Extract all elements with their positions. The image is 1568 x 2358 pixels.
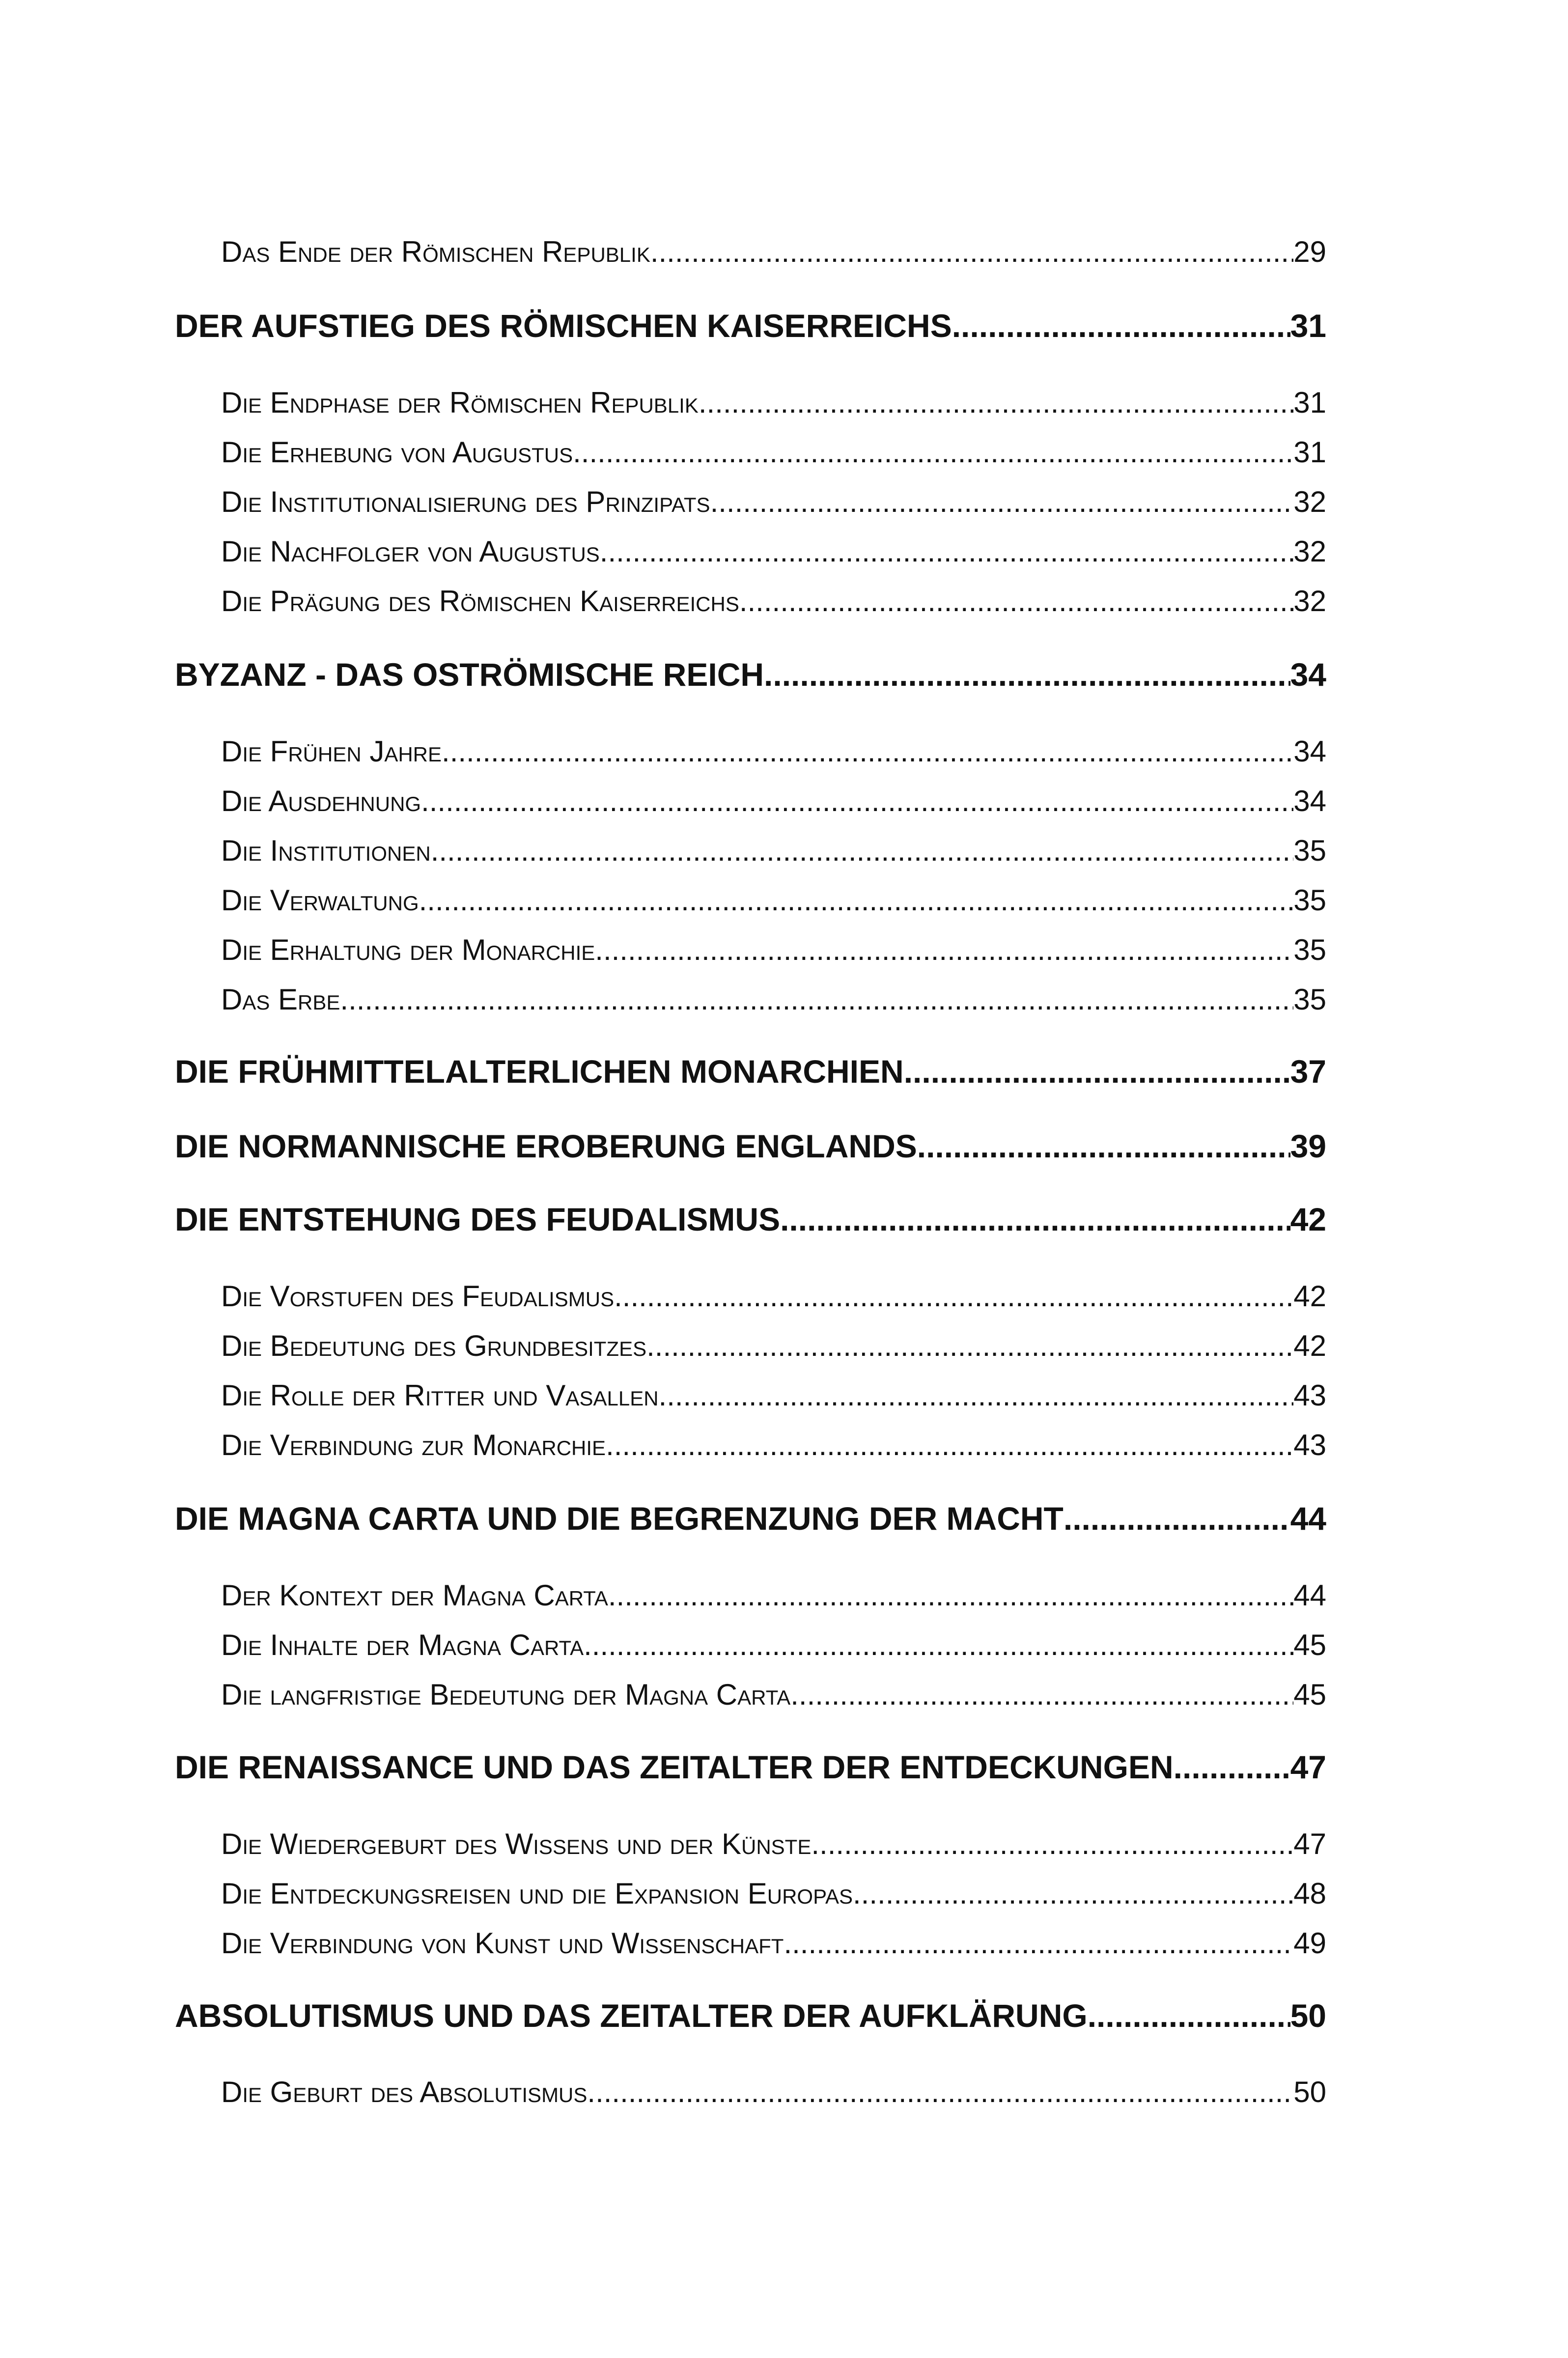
toc-entry-title: Die Nachfolger von Augustus	[221, 535, 600, 568]
toc-page-number: 43	[1293, 1379, 1326, 1412]
toc-entry-title: Die Wiedergeburt des Wissens und der Künste	[221, 1827, 812, 1860]
toc-entry-title: Die Erhebung von Augustus	[221, 436, 573, 469]
toc-subentry[interactable]	[221, 235, 1326, 269]
toc-entry-title: Die Erhaltung der Monarchie	[221, 933, 595, 966]
toc-entry-title: Die Endphase der Römischen Republik	[221, 386, 699, 419]
toc-page-number: 39	[1290, 1128, 1326, 1164]
dot-leader	[595, 933, 1293, 967]
dot-leader	[790, 1678, 1293, 1712]
toc-entry-title: Die Verbindung zur Monarchie	[221, 1429, 606, 1461]
dot-leader	[573, 435, 1293, 469]
toc-subentry[interactable]	[221, 1578, 1326, 1612]
toc-page-number: 35	[1293, 983, 1326, 1016]
toc-entry-title: DIE FRÜHMITTELALTERLICHEN MONARCHIEN	[175, 1053, 904, 1090]
toc-entry-title: Die Vorstufen des Feudalismus	[221, 1280, 615, 1313]
toc-entry-title: Das Ende der Römischen Republik	[221, 235, 650, 268]
dot-leader	[606, 1428, 1293, 1462]
toc-page-number: 35	[1293, 834, 1326, 867]
toc-page-number: 34	[1293, 785, 1326, 817]
toc-page-number: 43	[1293, 1429, 1326, 1461]
dot-leader	[340, 982, 1293, 1016]
toc-entry-title: Die Geburt des Absolutismus	[221, 2076, 588, 2108]
toc-entry-title: Die Verbindung von Kunst und Wissenschaft	[221, 1927, 784, 1960]
dot-leader	[904, 1053, 1290, 1090]
toc-page-number: 32	[1293, 535, 1326, 568]
toc-page-number: 42	[1293, 1329, 1326, 1362]
toc-page-number: 32	[1293, 485, 1326, 518]
toc-chapter[interactable]	[175, 1201, 1326, 1238]
dot-leader	[952, 307, 1290, 344]
toc-entry-title: Die langfristige Bedeutung der Magna Carta	[221, 1678, 791, 1711]
toc-subentry[interactable]	[221, 834, 1326, 868]
dot-leader	[784, 1926, 1293, 1960]
toc-page-number: 49	[1293, 1927, 1326, 1960]
dot-leader	[1088, 1997, 1290, 2034]
dot-leader	[739, 584, 1293, 618]
toc-entry-title: Die Bedeutung des Grundbesitzes	[221, 1329, 647, 1362]
dot-leader	[650, 235, 1293, 269]
toc-page-number: 29	[1293, 235, 1326, 268]
dot-leader	[614, 1279, 1293, 1313]
dot-leader	[600, 534, 1293, 568]
toc-subentry[interactable]	[221, 534, 1326, 568]
dot-leader	[710, 485, 1294, 519]
toc-entry-title: Die Entdeckungsreisen und die Expansion Europas	[221, 1877, 853, 1910]
toc-page-number: 31	[1293, 386, 1326, 419]
toc-entry-title: DIE RENAISSANCE UND DAS ZEITALTER DER ENTDECKUNGEN	[175, 1749, 1174, 1785]
toc-subentry[interactable]	[221, 485, 1326, 519]
toc-page-number: 35	[1293, 884, 1326, 917]
toc-subentry[interactable]	[221, 1827, 1326, 1861]
dot-leader	[780, 1201, 1290, 1238]
toc-subentry[interactable]	[221, 1628, 1326, 1662]
toc-subentry[interactable]	[221, 1329, 1326, 1363]
toc-entry-title: Das Erbe	[221, 983, 340, 1016]
toc-chapter[interactable]	[175, 307, 1326, 344]
dot-leader	[419, 883, 1294, 917]
toc-subentry[interactable]	[221, 386, 1326, 420]
dot-leader	[1064, 1500, 1290, 1537]
toc-subentry[interactable]	[221, 584, 1326, 618]
toc-page-number: 48	[1293, 1877, 1326, 1910]
toc-entry-title: Die Institutionen	[221, 834, 431, 867]
toc-entry-title: DIE MAGNA CARTA UND DIE BEGRENZUNG DER MACHT	[175, 1500, 1064, 1537]
toc-chapter[interactable]	[175, 1053, 1326, 1090]
toc-subentry[interactable]	[221, 1926, 1326, 1960]
dot-leader	[646, 1329, 1293, 1363]
toc-entry-title: ABSOLUTISMUS UND DAS ZEITALTER DER AUFKLÄRUNG	[175, 1997, 1088, 2034]
toc-subentry[interactable]	[221, 734, 1326, 768]
dot-leader	[853, 1877, 1293, 1910]
dot-leader	[1174, 1748, 1290, 1786]
toc-chapter[interactable]	[175, 1997, 1326, 2034]
toc-entry-title: DIE ENTSTEHUNG DES FEUDALISMUS	[175, 1201, 781, 1237]
toc-page-number: 34	[1293, 735, 1326, 768]
toc-entry-title: Die Frühen Jahre	[221, 735, 442, 768]
toc-subentry[interactable]	[221, 784, 1326, 818]
dot-leader	[764, 656, 1290, 693]
dot-leader	[431, 834, 1294, 868]
dot-leader	[917, 1127, 1290, 1165]
toc-page-number: 31	[1290, 308, 1326, 344]
toc-entry-title: DER AUFSTIEG DES RÖMISCHEN KAISERREICHS	[175, 308, 952, 344]
toc-entry-title: Die Rolle der Ritter und Vasallen	[221, 1379, 659, 1412]
toc-page-number: 45	[1293, 1628, 1326, 1661]
toc-page-number: 50	[1290, 1997, 1326, 2034]
toc-subentry[interactable]	[221, 933, 1326, 967]
toc-entry-title: Die Ausdehnung	[221, 785, 421, 817]
toc-entry-title: Die Verwaltung	[221, 884, 419, 917]
toc-entry-title: Die Institutionalisierung des Prinzipats	[221, 485, 710, 518]
toc-page-number: 45	[1293, 1678, 1326, 1711]
toc-page-number: 44	[1290, 1500, 1326, 1537]
toc-subentry[interactable]	[221, 435, 1326, 469]
dot-leader	[811, 1827, 1293, 1861]
dot-leader	[584, 1628, 1293, 1662]
dot-leader	[421, 784, 1293, 818]
toc-page-number: 34	[1290, 656, 1326, 693]
toc-page-number: 32	[1293, 585, 1326, 618]
toc-subentry[interactable]	[221, 982, 1326, 1016]
toc-page-number: 47	[1290, 1749, 1326, 1785]
toc-entry-title: Die Inhalte der Magna Carta	[221, 1628, 584, 1661]
toc-page-number: 42	[1290, 1201, 1326, 1237]
toc-subentry[interactable]	[221, 2075, 1326, 2109]
toc-subentry[interactable]	[221, 1378, 1326, 1412]
toc-page-number: 35	[1293, 933, 1326, 966]
dot-leader	[587, 2075, 1293, 2109]
toc-chapter[interactable]	[175, 1500, 1326, 1537]
toc-subentry[interactable]	[221, 883, 1326, 917]
toc-chapter[interactable]	[175, 656, 1326, 693]
toc-page-number: 47	[1293, 1827, 1326, 1860]
dot-leader	[608, 1578, 1293, 1612]
toc-subentry[interactable]	[221, 1678, 1326, 1712]
dot-leader	[442, 734, 1293, 768]
dot-leader	[659, 1378, 1294, 1412]
toc-page-number: 37	[1290, 1053, 1326, 1090]
toc-subentry[interactable]	[221, 1428, 1326, 1462]
toc-entry-title: BYZANZ - DAS OSTRÖMISCHE REICH	[175, 656, 764, 693]
dot-leader	[699, 386, 1293, 420]
toc-page-number: 50	[1293, 2076, 1326, 2108]
toc-subentry[interactable]	[221, 1279, 1326, 1313]
toc-entry-title: Der Kontext der Magna Carta	[221, 1579, 608, 1612]
toc-subentry[interactable]	[221, 1877, 1326, 1910]
toc-page-number: 42	[1293, 1280, 1326, 1313]
toc-entry-title: Die Prägung des Römischen Kaiserreichs	[221, 585, 739, 618]
toc-page-number: 44	[1293, 1579, 1326, 1612]
toc-chapter[interactable]	[175, 1127, 1326, 1165]
toc-page-number: 31	[1293, 436, 1326, 469]
toc-entry-title: DIE NORMANNISCHE EROBERUNG ENGLANDS	[175, 1128, 917, 1164]
toc-chapter[interactable]	[175, 1748, 1326, 1786]
